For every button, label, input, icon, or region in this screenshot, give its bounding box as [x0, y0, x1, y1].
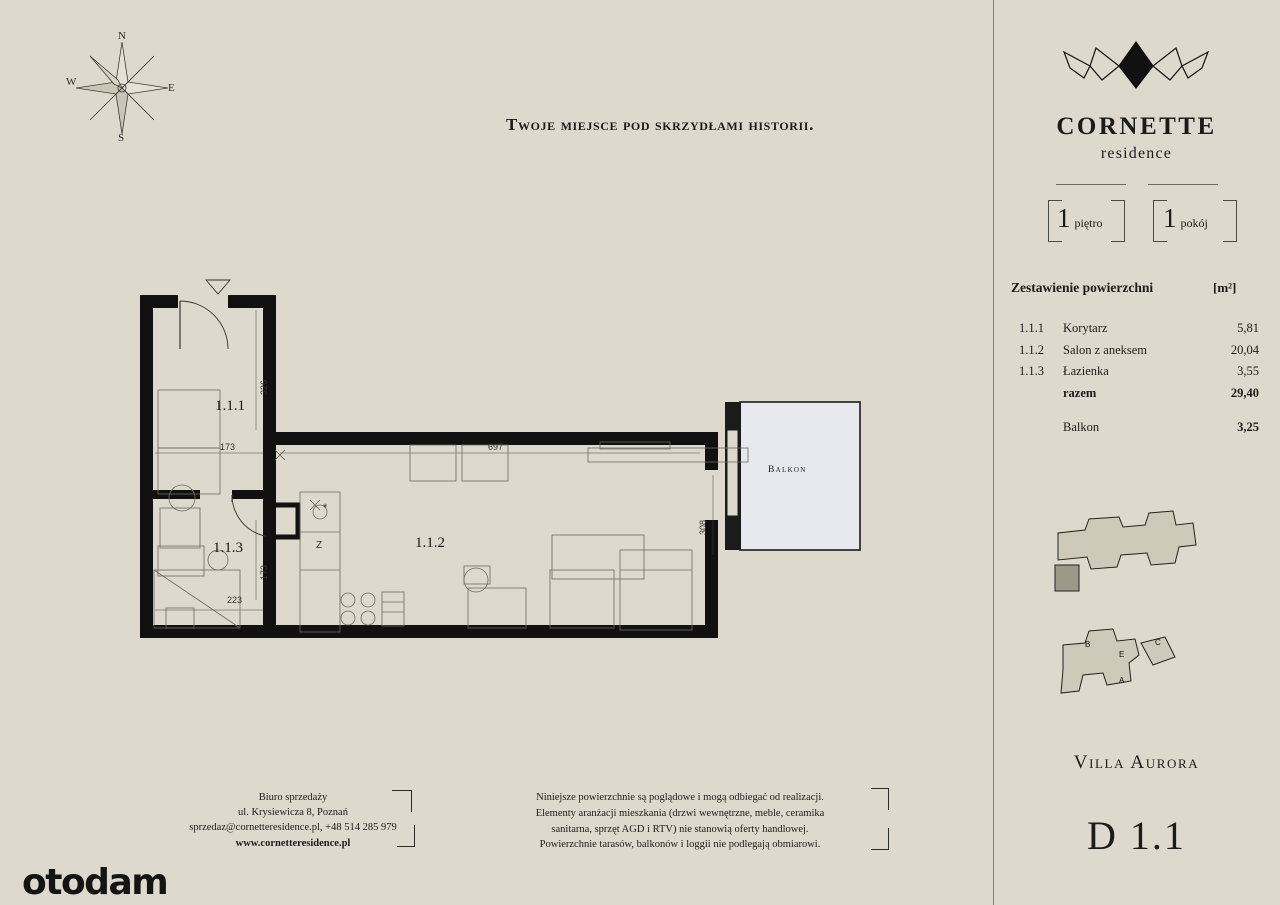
dim-salon-horizontal: 697 [488, 442, 504, 452]
hob-mark: * [323, 502, 328, 514]
rooms-unit: pokój [1180, 216, 1208, 230]
brand-subtitle: residence [1100, 145, 1173, 162]
sales-office-website[interactable]: www.cornetteresidence.pl [235, 837, 351, 849]
brand-name: CORNETTE [1056, 113, 1217, 140]
compass-label-w: W [66, 76, 77, 88]
area-code: 1.1.3 [1019, 364, 1044, 378]
disclaimer-block [470, 790, 890, 853]
page-headline: Twoje miejsce pod skrzydłami historii. [506, 115, 814, 134]
table-row [1019, 318, 1259, 340]
info-panel [993, 0, 1280, 905]
bracket-left-top [392, 790, 412, 812]
watermark-otodam: otodam [22, 862, 168, 903]
area-value: 3,55 [1237, 364, 1259, 378]
balcony-name: Balkon [1063, 420, 1100, 434]
area-name: Łazienka [1063, 364, 1109, 378]
table-row-balcony [1019, 417, 1259, 439]
balcony-code [1019, 417, 1063, 439]
area-code: 1.1.1 [1019, 321, 1044, 335]
sales-office-line-3: sprzedaz@cornetteresidence.pl, +48 514 285 979 [189, 822, 397, 834]
rooms-number: 1 [1163, 203, 1177, 233]
areas-unit: [m²] [1213, 280, 1237, 295]
table-row [1019, 340, 1259, 362]
rooms-badge-frame-left [1153, 200, 1167, 242]
dim-bath-horizontal: 223 [227, 595, 243, 605]
site-keyplan [1033, 505, 1243, 735]
dim-bath-vertical: 173 [259, 564, 269, 580]
compass-label-s: S [118, 132, 125, 144]
area-code: 1.1.2 [1019, 342, 1044, 357]
disclaimer-line-2: Elementy aranżacji mieszkania (drzwi wewnętrzne, meble, ceramika [535, 807, 825, 819]
bracket-left-bottom [397, 825, 415, 847]
rule-left [1056, 184, 1126, 185]
areas-table [1019, 318, 1259, 439]
table-row [1019, 361, 1259, 383]
sales-office-line-2: ul. Krysiewicza 8, Poznań [238, 807, 348, 819]
rooms-badge-frame-right [1223, 200, 1237, 242]
floor-badge-frame-left [1048, 200, 1062, 242]
sales-office-line-1: Biuro sprzedaży [258, 792, 328, 803]
dim-corridor-horizontal: 173 [220, 442, 236, 452]
table-row-total [1019, 383, 1259, 405]
floor-number: 1 [1057, 203, 1071, 233]
svg-text:E: E [1119, 650, 1125, 659]
area-value: 5,81 [1237, 321, 1259, 335]
dim-corridor-vertical: 326 [259, 379, 269, 395]
area-name: razem [1063, 385, 1097, 400]
cornette-wings-logo [1056, 36, 1216, 98]
compass-label-e: E [168, 82, 175, 94]
disclaimer-line-1: Niniejsze powierzchnie są poglądowe i mogą odbiegać od realizacji. [536, 792, 824, 803]
balcony-label: Balkon [768, 465, 807, 475]
area-name: Salon z aneksem [1063, 342, 1148, 357]
area-value: 29,40 [1230, 385, 1259, 400]
svg-text:A: A [1119, 676, 1125, 685]
area-name: Korytarz [1063, 321, 1108, 335]
area-code [1019, 383, 1063, 405]
floor-badge [1057, 205, 1103, 232]
area-value: 20,04 [1230, 342, 1259, 357]
floorplan-drawing [120, 270, 900, 670]
bracket-right-bottom [871, 828, 889, 850]
rule-right [1148, 184, 1218, 185]
areas-section-title: Zestawienie powierzchni [1011, 280, 1154, 295]
disclaimer-line-3: sanitarna, sprzęt AGD i RTV) nie stanowią oferty handlowej. [551, 823, 809, 835]
room-label-1-1-3: 1.1.3 [213, 540, 243, 556]
balcony-value: 3,25 [1237, 420, 1259, 434]
svg-text:C: C [1155, 638, 1161, 647]
room-label-1-1-2: 1.1.2 [415, 535, 445, 551]
floor-unit: piętro [1074, 216, 1103, 230]
floor-badge-frame-right [1111, 200, 1125, 242]
compass-label-n: N [118, 30, 126, 42]
unit-code: D 1.1 [1087, 813, 1186, 858]
compass-rose-icon [62, 28, 182, 148]
bracket-right-top [871, 788, 889, 810]
room-label-1-1-1: 1.1.1 [215, 398, 245, 414]
svg-text:B: B [1085, 640, 1091, 649]
dishwasher-mark: Z [316, 540, 323, 551]
dim-balcony-vertical: 308 [698, 519, 708, 535]
disclaimer-line-4: Powierzchnie tarasów, balkonów i loggii nie podlegają obmiarowi. [539, 839, 821, 851]
sales-office-block [168, 790, 418, 851]
rooms-badge [1163, 205, 1208, 232]
villa-name: Villa Aurora [1073, 752, 1200, 773]
